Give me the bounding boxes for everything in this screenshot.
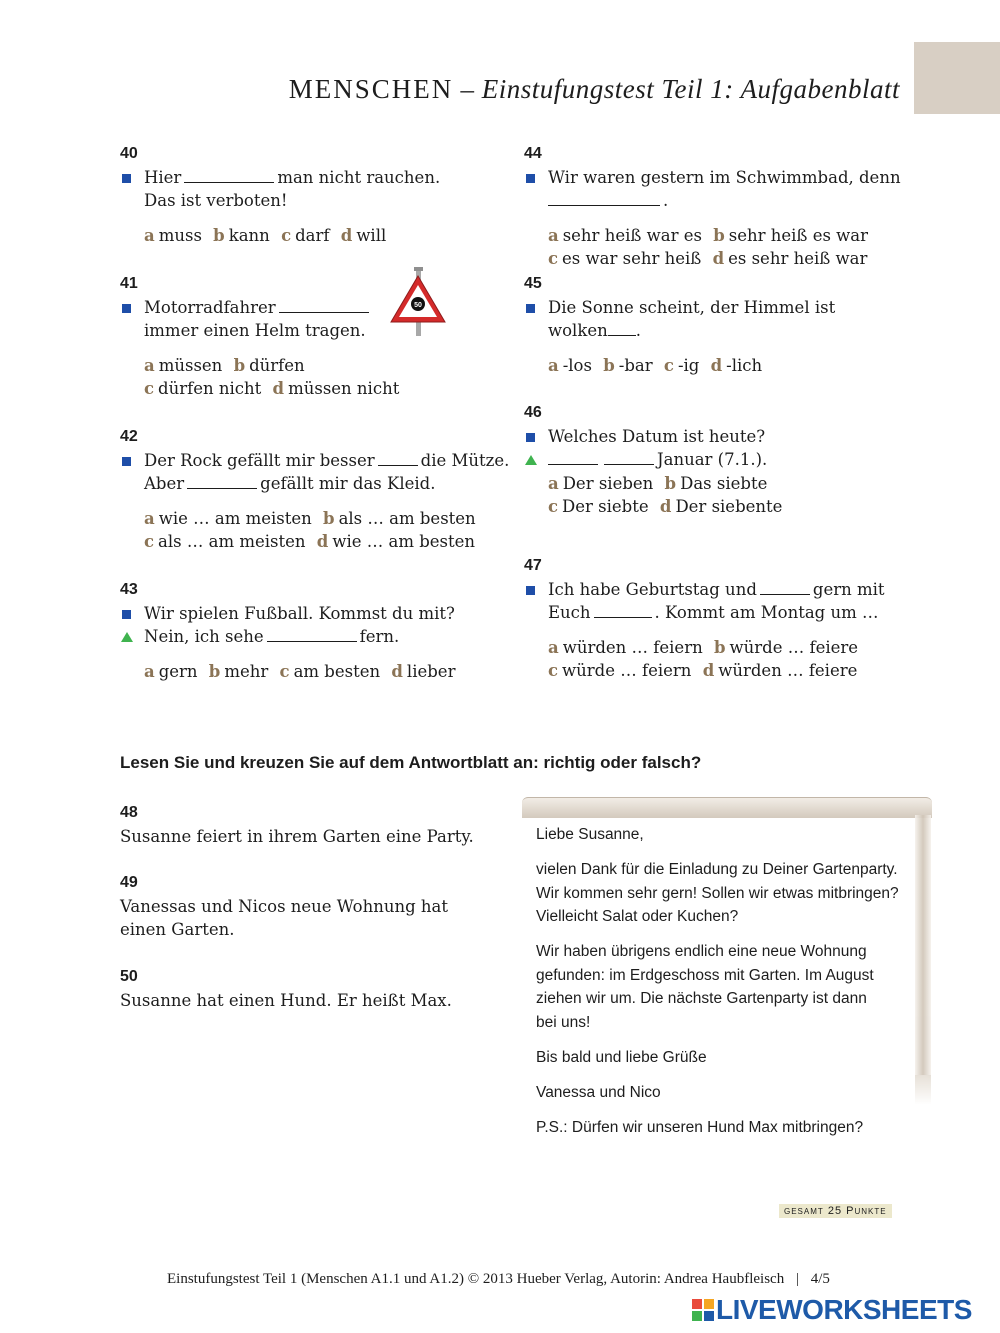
blue-square-bullet-icon (122, 457, 131, 466)
option-c[interactable]: c -ig (663, 355, 700, 375)
question-line (524, 448, 788, 472)
question-line (524, 425, 788, 449)
option-b[interactable]: b dürfen (233, 355, 305, 375)
answer-options (120, 660, 461, 684)
answer-gap[interactable] (378, 451, 418, 466)
question-40 (120, 142, 440, 247)
footer-separator: | (795, 1271, 799, 1287)
answer-gap[interactable] (279, 298, 369, 313)
statement-text: Susanne hat einen Hund. Er heißt Max. (120, 990, 452, 1010)
footer-text: Einstufungstest Teil 1 (Menschen A1.1 und A1.2) © 2013 Hueber Verlag, Autorin: Andrea Haubfleisch (167, 1271, 785, 1287)
option-d[interactable]: d es sehr heiß war (712, 249, 868, 268)
question-text: gern mit (812, 579, 885, 599)
statement-49 (120, 871, 448, 942)
question-number: 43 (120, 581, 138, 598)
question-text: Aber (144, 474, 185, 493)
answer-gap[interactable] (267, 627, 357, 642)
answer-options (524, 636, 885, 683)
option-d[interactable]: d will (340, 225, 387, 245)
answer-options (120, 224, 440, 248)
question-text: Die Sonne scheint, der Himmel ist (548, 297, 836, 317)
option-d[interactable]: d würden … feiere (702, 661, 858, 680)
blue-square-bullet-icon (526, 586, 535, 595)
answer-options (524, 354, 835, 378)
answer-gap[interactable] (604, 450, 654, 465)
question-44 (524, 142, 901, 271)
question-text: gefällt mir das Kleid. (260, 474, 436, 493)
reading-instruction: Lesen Sie und kreuzen Sie auf dem Antwortblatt an: richtig oder falsch? (120, 753, 702, 772)
question-line (524, 166, 901, 190)
option-a[interactable]: a muss (144, 225, 202, 245)
option-b[interactable]: b sehr heiß es war (713, 225, 869, 245)
speed-limit-warning-sign-icon (386, 266, 448, 338)
answer-gap[interactable] (187, 474, 257, 489)
question-number: 46 (524, 404, 542, 421)
green-triangle-bullet-icon (525, 455, 537, 465)
blue-square-bullet-icon (526, 304, 535, 313)
statement-text: Susanne feiert in ihrem Garten eine Party. (120, 826, 474, 846)
question-text: . (663, 191, 669, 210)
liveworksheets-grid-icon (692, 1299, 714, 1321)
option-d[interactable]: d wie … am besten (316, 532, 476, 551)
title-main: MENSCHEN (288, 74, 454, 104)
question-line (120, 319, 405, 343)
option-c[interactable]: c darf (281, 225, 330, 245)
statement-48 (120, 801, 474, 848)
question-text: Der Rock gefällt mir besser (144, 450, 375, 470)
answer-options (120, 507, 509, 554)
question-number: 40 (120, 145, 138, 162)
option-c[interactable]: c als … am meisten (144, 532, 306, 551)
question-47 (524, 554, 885, 683)
statement-number: 49 (120, 874, 138, 891)
option-d[interactable]: d Der siebente (659, 497, 783, 516)
question-number: 45 (524, 275, 542, 292)
option-a[interactable]: a Der sieben (548, 473, 654, 493)
answer-gap[interactable] (548, 191, 660, 206)
question-line (120, 472, 509, 496)
question-number: 44 (524, 145, 542, 162)
question-text: man nicht rauchen. (277, 167, 441, 187)
question-text: immer einen Helm tragen. (144, 321, 366, 340)
question-text: Nein, ich sehe (144, 627, 264, 646)
blue-square-bullet-icon (526, 174, 535, 183)
question-text: fern. (359, 627, 400, 646)
question-number: 47 (524, 557, 542, 574)
question-text: Wir spielen Fußball. Kommst du mit? (144, 603, 455, 623)
option-c[interactable]: c würde … feiern (548, 661, 692, 680)
answer-gap[interactable] (548, 450, 598, 465)
question-text: Ich habe Geburtstag und (548, 579, 757, 599)
option-d[interactable]: d lieber (391, 661, 456, 681)
question-text: Das ist verboten! (144, 191, 288, 210)
total-points-label: gesamt 25 Punkte (779, 1204, 892, 1218)
question-line (120, 166, 440, 190)
answer-gap[interactable] (184, 168, 274, 183)
option-b[interactable]: b kann (213, 225, 270, 245)
option-a[interactable]: a gern (144, 661, 198, 681)
option-d[interactable]: d -lich (710, 355, 763, 375)
footer-page: 4/5 (810, 1271, 830, 1287)
corner-tab (914, 42, 1000, 114)
answer-options (524, 472, 788, 519)
question-line (120, 625, 461, 649)
title-sub: Einstufungstest Teil 1: Aufgabenblatt (481, 74, 900, 104)
title-dash: – (453, 74, 482, 104)
question-text: die Mütze. (420, 450, 510, 470)
question-line (120, 449, 509, 473)
letter-scroll-rod (915, 815, 931, 1075)
statement-50 (120, 965, 452, 1012)
letter-closing: Bis bald und liebe Grüße (536, 1048, 707, 1066)
question-text: . (635, 321, 641, 340)
question-number: 42 (120, 428, 138, 445)
option-a[interactable]: a müssen (144, 355, 223, 375)
blue-square-bullet-icon (122, 174, 131, 183)
answer-gap[interactable] (594, 603, 652, 618)
blue-square-bullet-icon (122, 610, 131, 619)
question-text: . Kommt am Montag um … (654, 603, 879, 622)
letter-body (536, 823, 916, 1151)
answer-options (524, 224, 901, 271)
option-c[interactable]: c es war sehr heiß (548, 249, 702, 268)
option-b[interactable]: b würde … feiere (713, 637, 859, 657)
answer-gap[interactable] (760, 580, 810, 595)
statement-number: 50 (120, 968, 138, 985)
option-c[interactable]: c am besten (279, 661, 381, 681)
page-title (289, 74, 900, 105)
answer-gap[interactable] (608, 321, 636, 336)
question-text: Euch (548, 603, 591, 622)
question-45 (524, 272, 835, 377)
sign-number: 50 (414, 302, 422, 309)
letter-paragraph-2: Wir haben übrigens endlich eine neue Wohnung gefunden: im Erdgeschoss mit Garten. Im August ziehen wir um. Die nächste Gartenparty ist dann bei uns! (536, 943, 874, 1031)
question-line (120, 296, 405, 320)
green-triangle-bullet-icon (121, 632, 133, 642)
letter-card (522, 797, 934, 1157)
letter-paragraph-1: vielen Dank für die Einladung zu Deiner Gartenparty. Wir kommen sehr gern! Sollen wir etwas mitbringen? Vielleicht Salat oder Kuchen? (536, 861, 899, 925)
question-42 (120, 425, 509, 554)
question-line (524, 319, 835, 343)
option-b[interactable]: b als … am besten (323, 508, 476, 528)
answer-options (120, 354, 405, 401)
blue-square-bullet-icon (122, 304, 131, 313)
blue-square-bullet-icon (526, 433, 535, 442)
letter-greeting: Liebe Susanne, (536, 826, 644, 843)
option-c[interactable]: c dürfen nicht (144, 379, 262, 398)
liveworksheets-wordmark: LIVEWORKSHEETS (716, 1294, 972, 1325)
question-text: Motorradfahrer (144, 297, 276, 317)
question-line (524, 601, 885, 625)
option-d[interactable]: d müssen nicht (272, 379, 400, 398)
statement-text: Vanessas und Nicos neue Wohnung hat (120, 896, 448, 916)
letter-top-bar (522, 797, 932, 818)
question-text: Wir waren gestern im Schwimmbad, denn (548, 167, 901, 187)
statement-text: einen Garten. (120, 920, 235, 939)
option-a[interactable]: a sehr heiß war es (548, 225, 702, 245)
letter-postscript: P.S.: Dürfen wir unseren Hund Max mitbringen? (536, 1118, 864, 1136)
option-c[interactable]: c Der siebte (548, 497, 649, 516)
question-43 (120, 578, 461, 683)
option-a[interactable]: a wie … am meisten (144, 508, 312, 528)
option-b[interactable]: b Das siebte (664, 473, 768, 493)
option-b[interactable]: b mehr (208, 661, 269, 681)
question-number: 41 (120, 275, 138, 292)
question-46 (524, 401, 788, 519)
footer (167, 1271, 830, 1288)
question-line (524, 578, 885, 602)
question-line (120, 189, 440, 213)
question-text: Hier (144, 167, 182, 187)
question-line (524, 189, 901, 213)
question-line (524, 296, 835, 320)
letter-signature: Vanessa und Nico (536, 1083, 661, 1101)
option-b[interactable]: b -bar (603, 355, 653, 375)
question-41 (120, 272, 405, 401)
statement-number: 48 (120, 804, 138, 821)
question-text: Welches Datum ist heute? (548, 426, 766, 446)
option-a[interactable]: a -los (548, 355, 592, 375)
option-a[interactable]: a würden … feiern (548, 637, 703, 657)
question-line (120, 602, 461, 626)
question-text: wolken (548, 321, 608, 340)
question-text: Januar (7.1.). (657, 450, 768, 469)
